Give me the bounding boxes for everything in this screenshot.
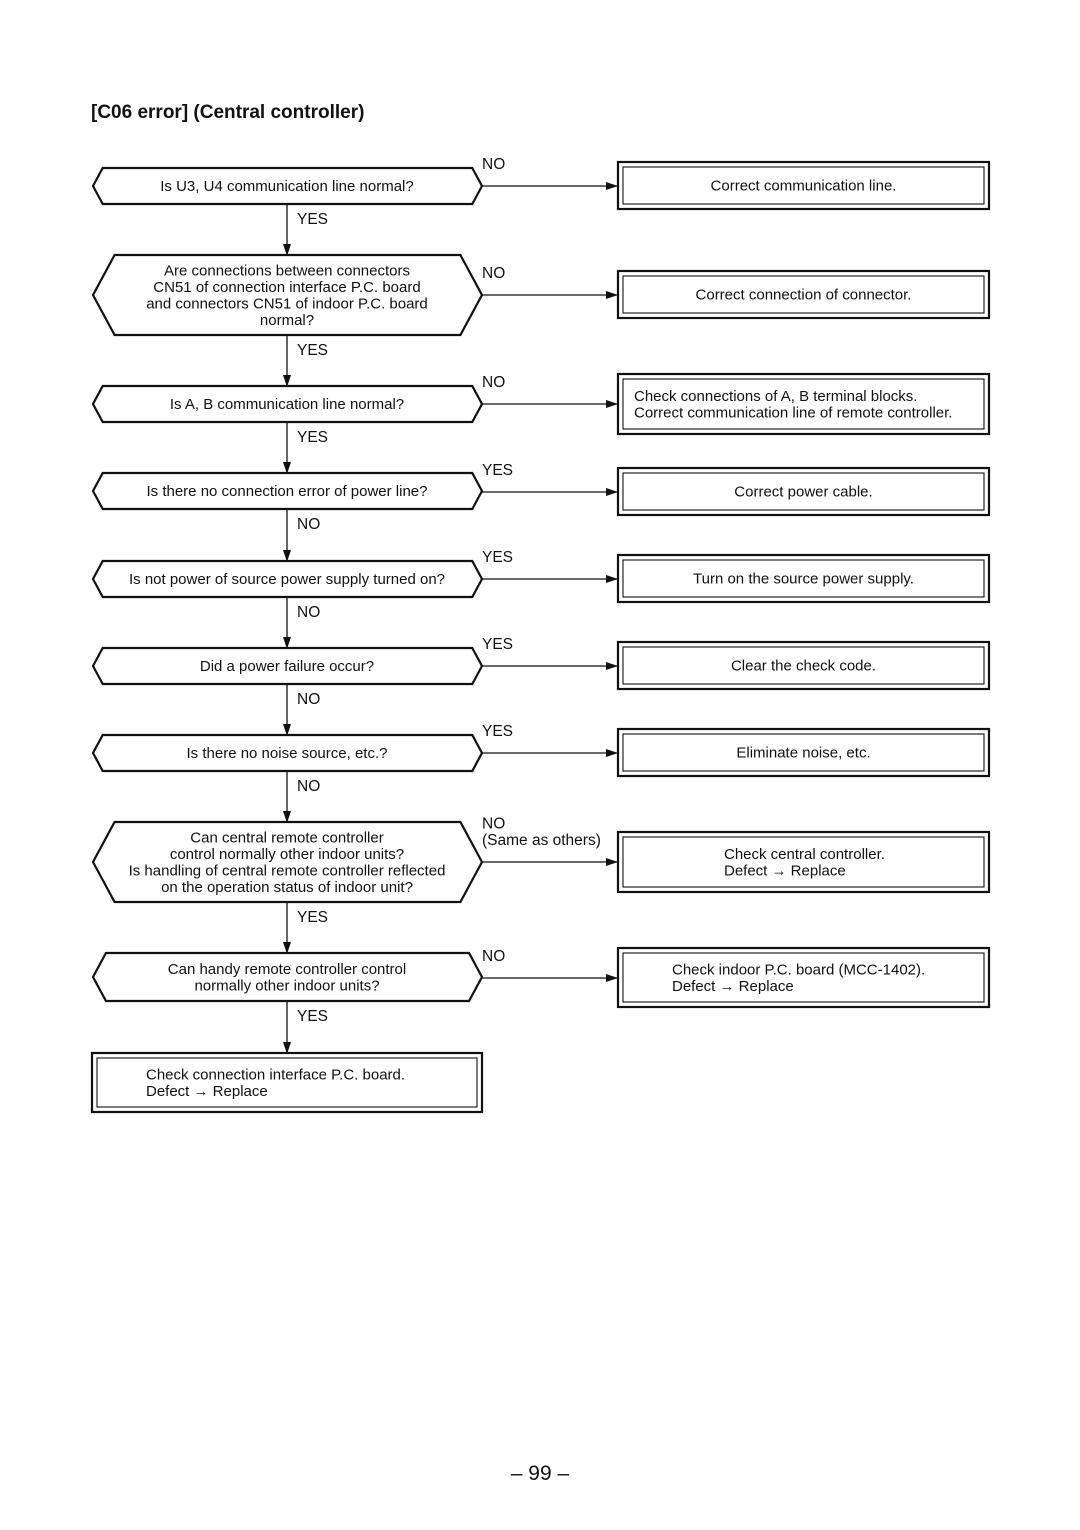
action-box-a8 — [618, 832, 989, 892]
side-label: YES — [482, 462, 514, 479]
side-label: YES — [482, 549, 514, 566]
down-label: NO — [297, 516, 321, 533]
decision-q8-line: Is handling of central remote controller reflected — [128, 862, 446, 880]
action-final-line: Defect → Replace — [146, 1082, 268, 1100]
down-label: YES — [297, 1008, 329, 1025]
down-label: YES — [297, 429, 329, 446]
decision-node-q3 — [93, 386, 482, 422]
action-a1-line: Correct communication line. — [710, 177, 897, 195]
action-a6-line: Clear the check code. — [730, 657, 877, 675]
down-label: YES — [297, 211, 329, 228]
side-label: YES — [482, 723, 514, 740]
decision-node-q1 — [93, 168, 482, 204]
action-box-a6 — [618, 642, 989, 689]
action-a7-line: Eliminate noise, etc. — [736, 744, 871, 762]
decision-q3-line: Is A, B communication line normal? — [169, 396, 405, 413]
decision-q2-line: and connectors CN51 of indoor P.C. board — [146, 295, 428, 313]
side-label: NO — [482, 156, 506, 173]
action-box-a7 — [618, 729, 989, 776]
decision-q8-line: control normally other indoor units? — [169, 845, 405, 863]
decision-node-q9 — [93, 953, 482, 1001]
decision-q6-line: Did a power failure occur? — [199, 658, 375, 675]
side-label: (Same as others) — [482, 832, 601, 849]
down-label: YES — [297, 909, 329, 926]
decision-node-q2 — [93, 255, 482, 335]
action-a5-line: Turn on the source power supply. — [693, 570, 914, 588]
action-a9-line: Defect → Replace — [672, 977, 794, 995]
side-label: NO — [482, 374, 506, 391]
decision-q1-line: Is U3, U4 communication line normal? — [160, 178, 414, 195]
decision-q8-line: on the operation status of indoor unit? — [161, 878, 413, 896]
decision-node-q7 — [93, 735, 482, 771]
side-label: NO — [482, 815, 506, 833]
action-box-a9 — [618, 948, 989, 1007]
decision-q2-line: CN51 of connection interface P.C. board — [153, 278, 421, 296]
action-a2-line: Correct connection of connector. — [695, 286, 912, 304]
action-a8-line: Defect → Replace — [724, 862, 846, 880]
decision-q9-line: Can handy remote controller control — [167, 960, 407, 978]
decision-node-q8 — [93, 822, 482, 902]
decision-node-q6 — [93, 648, 482, 684]
final-action-box — [92, 1053, 482, 1112]
decision-q7-line: Is there no noise source, etc.? — [186, 745, 388, 762]
decision-node-q4 — [93, 473, 482, 509]
decision-node-q5 — [93, 561, 482, 597]
decision-q2-line: Are connections between connectors — [164, 262, 410, 280]
decision-q2-line: normal? — [259, 311, 315, 329]
decision-q8-line: Can central remote controller — [190, 829, 384, 847]
down-label: YES — [297, 342, 329, 359]
down-label: NO — [297, 778, 321, 795]
decision-q5-line: Is not power of source power supply turned on? — [128, 571, 446, 588]
action-a9-line: Check indoor P.C. board (MCC-1402). — [672, 961, 926, 979]
action-a3-line: Check connections of A, B terminal blocks. — [634, 387, 918, 405]
down-label: NO — [297, 691, 321, 708]
action-box-a4 — [618, 468, 989, 515]
action-a3-line: Correct communication line of remote controller. — [634, 404, 953, 422]
side-label: NO — [482, 948, 506, 965]
action-final-line: Check connection interface P.C. board. — [146, 1066, 406, 1084]
side-label: YES — [482, 636, 514, 653]
decision-q4-line: Is there no connection error of power line? — [146, 483, 428, 500]
page-title: [C06 error] (Central controller) — [91, 102, 365, 123]
side-label: NO — [482, 265, 506, 282]
page-number: – 99 – — [510, 1462, 570, 1485]
action-box-a3 — [618, 374, 989, 434]
action-box-a1 — [618, 162, 989, 209]
action-a4-line: Correct power cable. — [734, 483, 873, 501]
action-a8-line: Check central controller. — [724, 845, 885, 863]
decision-q9-line: normally other indoor units? — [194, 977, 380, 995]
action-box-a2 — [618, 271, 989, 318]
action-box-a5 — [618, 555, 989, 602]
flowchart-nodes — [92, 162, 989, 1112]
down-label: NO — [297, 604, 321, 621]
